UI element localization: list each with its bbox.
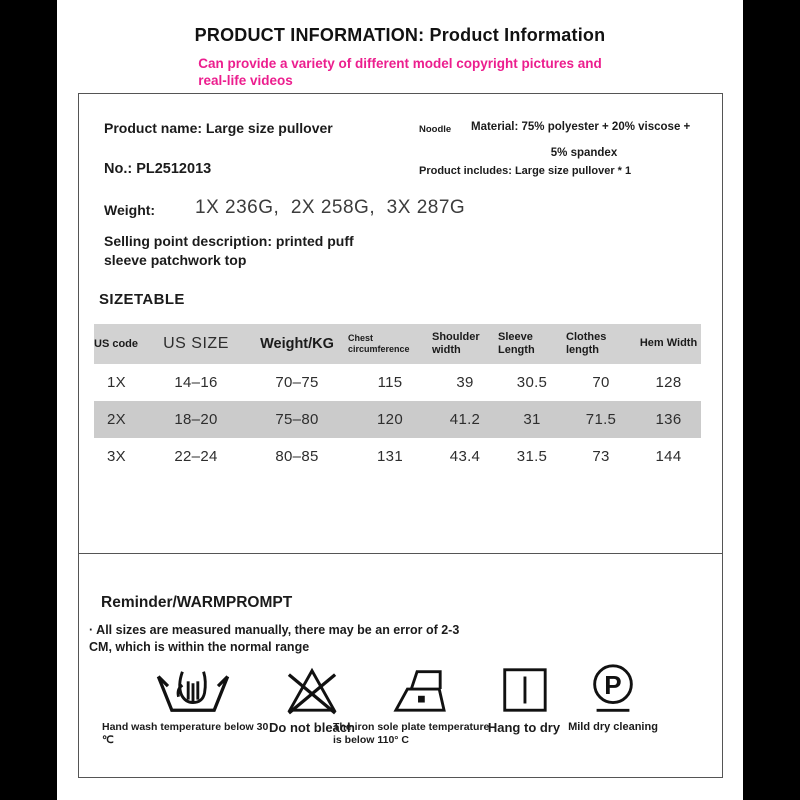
cell-size: 2X	[107, 411, 126, 428]
product-number: No.: PL2512013	[104, 161, 212, 177]
care-label: Do not bleach	[269, 720, 355, 735]
col-header-shoulder: Shoulder width	[432, 330, 480, 356]
table-row-1x	[94, 364, 701, 401]
col-header-weight-kg: Weight/KG	[260, 336, 334, 352]
reminder-note-line-1: · All sizes are measured manually, there may be an error of 2-3	[89, 623, 460, 637]
cell-shoulder: 39	[456, 374, 474, 391]
subtitle-block	[57, 55, 743, 90]
fabric-label: Noodle	[419, 124, 452, 135]
care-label: Hang to dry	[487, 720, 561, 735]
col-header-us-size: US SIZE	[163, 335, 229, 352]
product-includes: Product includes: Large size pullover * 1	[419, 165, 632, 177]
material-line-2: 5% spandex	[550, 147, 618, 159]
care-label: Hand wash temperature below 30 ℃	[102, 721, 269, 746]
letterbox-left	[0, 0, 57, 800]
reminder-note-line-2: CM, which is within the normal range	[89, 639, 310, 654]
cell-sleeve: 30.5	[516, 374, 548, 391]
cell-clothes: 73	[592, 448, 610, 465]
size-table-title: SIZETABLE	[99, 291, 185, 308]
cell-size: 1X	[107, 374, 126, 391]
cell-clothes: 71.5	[585, 411, 617, 428]
selling-point	[104, 232, 354, 270]
cell-hem: 128	[655, 374, 682, 391]
col-header-us-code: US code	[94, 337, 139, 350]
product-info-sheet	[57, 0, 743, 800]
size-table-header-row	[94, 324, 701, 364]
subtitle-line-2: real-life videos	[198, 73, 293, 88]
cell-weight: 70–75	[275, 374, 319, 391]
cell-shoulder: 41.2	[449, 411, 481, 428]
cell-us-size: 18–20	[174, 411, 218, 428]
cell-weight: 75–80	[275, 411, 319, 428]
weight-values: 1X 236G, 2X 258G, 3X 287G	[195, 197, 466, 218]
product-name: Product name: Large size pullover	[104, 120, 333, 136]
selling-point-line-2: sleeve patchwork top	[104, 252, 247, 268]
selling-point-line-1: Selling point description: printed puff	[104, 233, 354, 249]
cell-hem: 136	[655, 411, 682, 428]
letterbox-right	[743, 0, 800, 800]
hand-wash-icon	[151, 664, 235, 716]
reminder-panel	[78, 553, 723, 778]
size-table	[94, 324, 701, 475]
material-line-1: Material: 75% polyester + 20% viscose +	[471, 121, 691, 133]
cell-chest: 115	[377, 374, 403, 391]
cell-chest: 120	[377, 411, 403, 428]
care-label: Mild dry cleaning	[568, 721, 658, 733]
mild-dry-cleaning-icon	[583, 664, 643, 716]
col-header-sleeve: Sleeve Length	[498, 330, 535, 356]
cell-hem: 144	[655, 448, 682, 465]
table-row-3x	[94, 438, 701, 475]
reminder-title: Reminder/WARMPROMPT	[101, 594, 293, 611]
table-row-2x	[94, 401, 701, 438]
iron-low-temperature-icon	[389, 664, 449, 716]
page-title: PRODUCT INFORMATION: Product Information	[194, 25, 606, 45]
cell-sleeve: 31	[523, 411, 541, 428]
care-label: The iron sole plate temperature is below 110° C	[333, 721, 490, 746]
cell-chest: 131	[377, 448, 403, 465]
cell-size: 3X	[107, 448, 126, 465]
cell-clothes: 70	[592, 374, 610, 391]
col-header-clothes: Clothes length	[566, 330, 607, 356]
reminder-note	[89, 622, 459, 655]
col-header-hem: Hem Width	[639, 337, 698, 350]
col-header-chest: Chest circumference	[348, 333, 410, 354]
cell-weight: 80–85	[275, 448, 319, 465]
cell-us-size: 22–24	[174, 448, 218, 465]
subtitle-line-1: Can provide a variety of different model copyright pictures and	[198, 56, 602, 71]
cell-sleeve: 31.5	[516, 448, 548, 465]
care-item-dry-cleaning	[543, 664, 683, 734]
cell-shoulder: 43.4	[449, 448, 481, 465]
svg-text:P: P	[604, 669, 622, 700]
product-details-panel	[78, 93, 723, 554]
weight-label: Weight:	[104, 202, 156, 218]
cell-us-size: 14–16	[174, 374, 218, 391]
